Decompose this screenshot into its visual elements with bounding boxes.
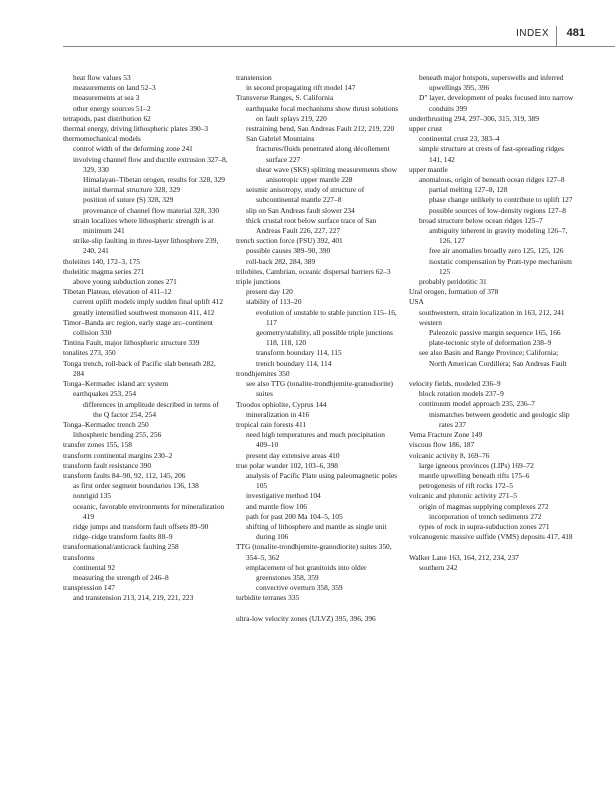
index-subentry: free air anomalies broadly zero 125, 125, 126 bbox=[429, 246, 564, 256]
index-entry: Timor–Banda arc region, early stage arc–continent collision 330 bbox=[63, 317, 213, 338]
index-subentry: present day 120 bbox=[246, 287, 293, 297]
index-subentry: and transtension 213, 214, 219, 221, 223 bbox=[73, 593, 194, 603]
index-entry: trondhjemites 350 bbox=[236, 368, 290, 378]
index-subentry: control width of the deforming zone 241 bbox=[73, 144, 193, 154]
index-subentry: plate-tectonic style of deformation 238–9 bbox=[429, 338, 552, 348]
index-subentry: D″ layer, development of peaks focused into narrow conduits 399 bbox=[419, 93, 574, 113]
index-subentry: strain localizes where lithospheric strength is at minimum 241 bbox=[73, 215, 214, 236]
index-subentry: seismic anisotropy, study of structure of subcontinental mantle 227–8 bbox=[246, 185, 365, 205]
index-entry: upper mantle bbox=[409, 164, 448, 174]
index-entry: Ural orogen, formation of 378 bbox=[409, 287, 499, 297]
index-subentry: anomalous, origin of beneath ocean ridges 127–8 bbox=[419, 175, 565, 185]
index-subentry: origin of magmas supplying complexes 272 bbox=[419, 501, 549, 511]
index-subentry: southwestern, strain localization in 163, 212, 241 bbox=[419, 307, 565, 317]
index-subentry: beneath major hotspots, superswells and inferred upwellings 395, 396 bbox=[419, 73, 564, 93]
index-subentry: nonrigid 135 bbox=[73, 491, 111, 501]
index-entry: underthrusting 294, 297–306, 315, 319, 389 bbox=[409, 113, 539, 123]
index-entry: true polar wander 102, 103–6, 398 bbox=[236, 460, 339, 470]
index-entry: transform continental margins 230–2 bbox=[63, 450, 173, 460]
index-entry: tetrapods, past distribution 62 bbox=[63, 113, 151, 123]
index-subentry: geometry/stability, all possible triple junctions 118, 118, 120 bbox=[256, 328, 393, 348]
index-subentry: continuum model approach 235, 236–7 bbox=[419, 399, 535, 409]
index-subentry: probably peridotitic 31 bbox=[419, 277, 487, 287]
index-subentry: heat flow values 53 bbox=[73, 73, 131, 82]
index-subentry: restraining bend, San Andreas Fault 212, 219, 220 bbox=[246, 124, 395, 134]
index-subentry: incorporation of trench sediments 272 bbox=[429, 511, 542, 521]
index-entry: tropical rain forests 411 bbox=[236, 419, 307, 429]
index-subentry: mismatches between geodetic and geologic slip rates 237 bbox=[429, 409, 570, 429]
index-subentry: shear wave (SKS) splitting measurements show anisotropic upper mantle 228 bbox=[256, 164, 398, 185]
index-subentry: broad structure below ocean ridges 125–7 bbox=[419, 215, 543, 225]
index-entry: trench suction force (FSU) 392, 401 bbox=[236, 236, 343, 246]
header-rule bbox=[63, 46, 615, 47]
index-subentry: ridge–ridge transform faults 88–9 bbox=[73, 532, 173, 542]
index-entry: ultra-low velocity zones (ULVZ) 395, 396, 396 bbox=[236, 613, 376, 623]
index-subentry: mineralization in 416 bbox=[246, 409, 310, 419]
index-entry: thermal energy, driving lithospheric plates 390–3 bbox=[63, 124, 209, 134]
index-subentry: see also Basin and Range Province; California; North American Cordillera; San Andreas Fault bbox=[419, 348, 567, 368]
index-subentry: isostatic compensation by Pratt-type mechanism 125 bbox=[429, 256, 572, 276]
index-subentry: differences in amplitude described in terms of the Q factor 254, 254 bbox=[83, 399, 219, 419]
index-subentry: position of suture (S) 328, 329 bbox=[83, 195, 174, 205]
index-subentry: initial thermal structure 328, 329 bbox=[83, 185, 181, 195]
index-subentry: partial melting 127–8, 128 bbox=[429, 185, 508, 195]
index-subentry: large igneous provinces (LIPs) 169–72 bbox=[419, 460, 534, 470]
index-subentry: Paleozoic passive margin sequence 165, 166 bbox=[429, 328, 561, 338]
index-subentry: provenance of channel flow material 328, 330 bbox=[83, 205, 220, 215]
index-subentry: other energy sources 51–2 bbox=[73, 103, 151, 113]
index-entry: Vema Fracture Zone 149 bbox=[409, 430, 483, 440]
index-subentry: phase change unlikely to contribute to uplift 127 bbox=[429, 195, 573, 205]
index-subentry: investigative method 104 bbox=[246, 491, 321, 501]
index-entry: Troodos ophiolite, Cyprus 144 bbox=[236, 399, 327, 409]
index-entry: Tintina Fault, major lithospheric structure 339 bbox=[63, 338, 200, 348]
index-entry: transfer zones 155, 158 bbox=[63, 440, 132, 450]
index-subentry: and mantle flow 106 bbox=[246, 501, 307, 511]
index-entry: transform faults 84–90, 92, 112, 145, 206 bbox=[63, 470, 186, 480]
index-entry: Walker Lane 163, 164, 212, 234, 237 bbox=[409, 552, 519, 562]
index-subentry: current uplift models imply sudden final uplift 412 bbox=[73, 297, 224, 307]
index-subentry: above young subduction zones 271 bbox=[73, 277, 177, 287]
index-subentry: measuring the strength of 246–8 bbox=[73, 572, 169, 582]
index-subentry: path for past 200 Ma 104–5, 105 bbox=[246, 511, 343, 521]
index-entry: tholeiitic magma series 271 bbox=[63, 266, 145, 276]
index-entry: volcanic activity 8, 169–76 bbox=[409, 450, 490, 460]
index-entry: thermomechanical models bbox=[63, 134, 141, 144]
index-subentry: possible causes 389–90, 390 bbox=[246, 246, 331, 256]
index-subentry: shifting of lithosphere and mantle as single unit during 106 bbox=[246, 521, 387, 542]
index-entry: triple junctions bbox=[236, 277, 281, 287]
index-subentry: continental 92 bbox=[73, 562, 116, 572]
index-subentry: block rotation models 237–9 bbox=[419, 389, 504, 399]
index-entry: upper crust bbox=[409, 124, 443, 134]
index-subentry: evolution of unstable to stable junction 115–16, 117 bbox=[256, 307, 397, 327]
index-entry: turbidite terranes 335 bbox=[236, 593, 300, 603]
index-subentry: analysis of Pacific Plate using paleomagnetic poles 105 bbox=[246, 470, 398, 491]
index-column-2 bbox=[236, 73, 401, 624]
header-separator bbox=[556, 26, 557, 46]
index-entry: viscous flow 186, 187 bbox=[409, 440, 475, 450]
index-entry: transformational/anticrack faulting 258 bbox=[63, 542, 179, 552]
index-entry: Tonga trench, roll-back of Pacific slab beneath 282, 284 bbox=[63, 358, 216, 378]
index-entry: transform fault resistance 390 bbox=[63, 460, 152, 470]
index-subentry: slip on San Andreas fault slower 234 bbox=[246, 205, 355, 215]
index-subentry: measurements at sea 3 bbox=[73, 93, 140, 103]
index-subentry: as first order segment boundaries 136, 138 bbox=[73, 481, 199, 491]
index-subentry: earthquakes 253, 254 bbox=[73, 389, 137, 399]
index-subentry: ridge jumps and transform fault offsets 89–90 bbox=[73, 521, 209, 531]
index-subentry: continental crust 23, 383–4 bbox=[419, 134, 500, 144]
index-subentry: types of rock in supra-subduction zones 271 bbox=[419, 521, 550, 531]
index-entry: USA bbox=[409, 297, 424, 307]
index-subentry: trench boundary 114, 114 bbox=[256, 358, 332, 368]
index-subentry: transform boundary 114, 115 bbox=[256, 348, 342, 358]
index-subentry: strike-slip faulting in three-layer lithosphere 239, 240, 241 bbox=[73, 236, 219, 256]
index-subentry: Himalayan–Tibetan orogen, results for 328, 329 bbox=[83, 175, 225, 185]
index-subentry: simple structure at crests of fast-spreading ridges 141, 142 bbox=[419, 144, 564, 164]
entry-gap bbox=[409, 369, 574, 379]
index-entry: Tibetan Plateau, elevation of 411–12 bbox=[63, 287, 172, 297]
index-subentry: emplacement of hot granitoids into older greenstones 358, 359 bbox=[246, 562, 367, 582]
index-entry: transforms bbox=[63, 552, 95, 562]
index-entry: volcanic and plutonic activity 271–5 bbox=[409, 491, 517, 501]
index-subentry: oceanic, favorable environments for mineralization 419 bbox=[73, 501, 225, 521]
index-entry: Tonga–Kermadec island arc system bbox=[63, 379, 169, 389]
index-entry: transtension bbox=[236, 73, 272, 82]
index-entry: tonalites 273, 350 bbox=[63, 348, 116, 358]
index-subentry: ambiguity inherent in gravity modeling 126–7, 126, 127 bbox=[429, 226, 568, 246]
index-column-1 bbox=[63, 73, 228, 604]
section-title: INDEX bbox=[515, 28, 549, 39]
index-subentry: petrogenesis of rift rocks 172–5 bbox=[419, 481, 514, 491]
index-subentry: thick crustal root below surface trace of San Andreas Fault 226, 227, 227 bbox=[246, 215, 377, 236]
index-subentry: in second propagating rift model 147 bbox=[246, 83, 356, 93]
index-entry: transpression 147 bbox=[63, 583, 115, 593]
index-subentry: present day extensive areas 410 bbox=[246, 450, 340, 460]
running-header bbox=[0, 26, 615, 50]
index-subentry: western bbox=[419, 317, 442, 327]
index-subentry: earthquake focal mechanisms show thrust solutions on fault splays 219, 220 bbox=[246, 103, 399, 123]
index-entry: TTG (tonalite-trondhjemite-granodiorite) suites 350, 354–5, 362 bbox=[236, 542, 392, 562]
index-subentry: fractures/fluids penetrated along décollement surface 227 bbox=[256, 144, 390, 164]
index-subentry: see also TTG (tonalite-trondhjemite-granodiorite) suites bbox=[246, 379, 394, 399]
index-subentry: possible sources of low-density regions 127–8 bbox=[429, 205, 566, 215]
index-subentry: measurements on land 52–3 bbox=[73, 83, 156, 93]
entry-gap bbox=[409, 542, 574, 552]
index-subentry: roll-back 282, 284, 389 bbox=[246, 256, 316, 266]
index-subentry: lithospheric bending 255, 256 bbox=[73, 430, 162, 440]
index-subentry: involving channel flow and ductile extrusion 327–8, 329, 330 bbox=[73, 154, 228, 174]
page-number: 481 bbox=[566, 27, 585, 39]
index-entry: Tonga–Kermadec trench 250 bbox=[63, 419, 149, 429]
index-entry: Transverse Ranges, S. California bbox=[236, 93, 334, 103]
index-entry: volcanogenic massive sulfide (VMS) deposits 417, 418 bbox=[409, 532, 573, 542]
index-subentry: stability of 113–20 bbox=[246, 297, 302, 307]
index-subentry: mantle upwelling beneath rifts 175–6 bbox=[419, 470, 530, 480]
index-subentry: greatly intensified southwest monsoon 411, 412 bbox=[73, 307, 215, 317]
index-subentry: need high temperatures and much precipitation 409–10 bbox=[246, 430, 385, 450]
index-subentry: San Gabriel Mountains bbox=[246, 134, 315, 144]
index-entry: tholeiites 140, 172–3, 175 bbox=[63, 256, 140, 266]
entry-gap bbox=[236, 604, 401, 614]
index-subentry: southern 242 bbox=[419, 562, 458, 572]
index-entry: velocity fields, modeled 236–9 bbox=[409, 379, 501, 389]
index-subentry: convective overturn 358, 359 bbox=[256, 583, 343, 593]
index-entry: trilobites, Cambrian, oceanic dispersal barriers 62–3 bbox=[236, 266, 391, 276]
index-column-3 bbox=[409, 73, 574, 573]
